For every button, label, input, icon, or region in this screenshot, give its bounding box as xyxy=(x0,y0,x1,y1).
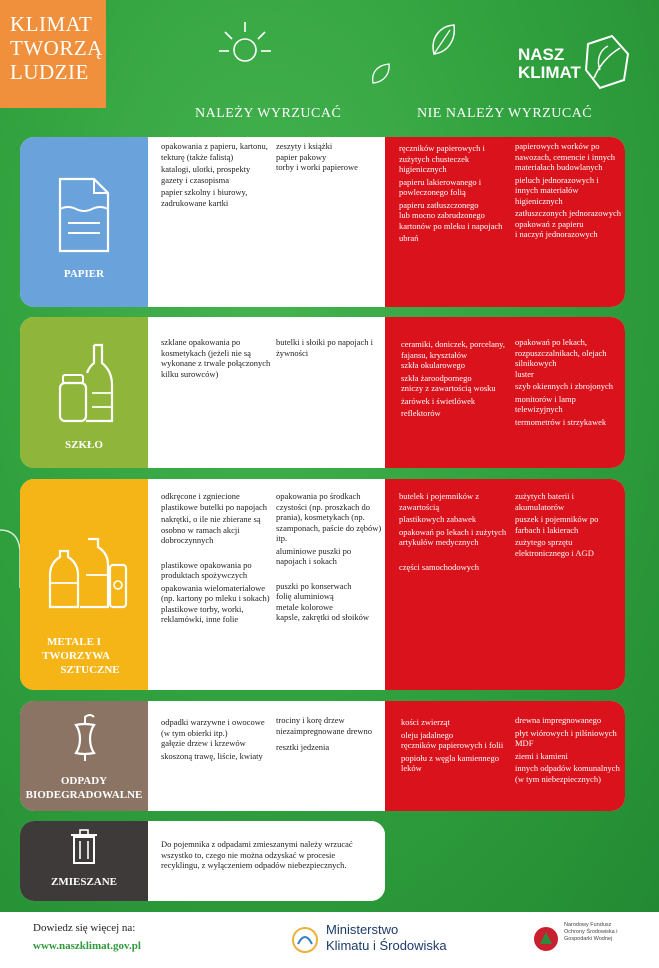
category-tile-glass xyxy=(20,317,148,468)
category-label: BIODEGRADOWALNE xyxy=(25,789,143,801)
leaf-doodle-icon xyxy=(428,22,458,58)
forbidden-panel xyxy=(385,701,625,811)
website-link[interactable]: www.naszklimat.gov.pl xyxy=(33,940,141,952)
category-label: ZMIESZANE xyxy=(50,876,118,888)
allowed-list-col2 xyxy=(276,141,381,173)
list-item: papierowych worków po nawozach, cemencie i innych materiałach budowlanych xyxy=(515,141,616,172)
allowed-panel xyxy=(148,701,385,811)
list-item: resztki jedzenia xyxy=(276,742,330,752)
allowed-panel xyxy=(148,479,385,690)
small-leaf-doodle-icon xyxy=(370,62,392,86)
list-item: papieru zatłuszczonego xyxy=(399,199,479,210)
list-item: termometrów i strzykawek xyxy=(515,416,607,427)
list-item: aluminiowe puszki po napojach i sokach xyxy=(276,545,352,566)
allowed-panel xyxy=(148,317,385,468)
category-label: SZTUCZNE xyxy=(60,664,120,676)
title-line: TWORZĄ xyxy=(10,36,103,60)
paper-document-icon xyxy=(54,175,114,255)
allowed-list-col2 xyxy=(276,491,382,625)
logo-line2: KLIMAT xyxy=(518,63,581,82)
forbidden-list-col1 xyxy=(401,339,509,421)
allowed-panel xyxy=(148,137,385,307)
list-item: drewna impregnowanego xyxy=(515,715,602,725)
title-line: LUDZIE xyxy=(10,60,89,84)
list-item: opakowań po lekach i zużytych artykułów medycznych xyxy=(399,526,507,547)
list-item: plastikowe opakowania po produktach spożywczych xyxy=(161,559,252,580)
apple-core-icon xyxy=(68,713,102,763)
list-item: popiołu z węgla kamiennego xyxy=(401,752,499,763)
category-label: ODPADY xyxy=(60,775,108,787)
list-item: lub mocno zabrudzonego xyxy=(399,210,485,220)
allowed-list-col2 xyxy=(276,337,376,360)
forbidden-panel xyxy=(385,137,625,307)
forbidden-list-col1 xyxy=(401,717,505,776)
list-item: ręczników papierowych i zużytych chusteczek higienicznych xyxy=(399,143,485,174)
list-item: odkręcone i zgniecione plastikowe butelki po napojach xyxy=(161,491,267,512)
list-item: szyb okiennych i zbrojonych xyxy=(515,381,613,391)
category-label: METALE I xyxy=(47,636,101,648)
logo-line1: NASZ xyxy=(518,45,565,64)
list-item: opakowań po lekach, rozpuszczalnikach, olejach silnikowych xyxy=(515,337,607,368)
list-item: szkła żaroodpornego xyxy=(401,372,472,383)
list-item: kapsle, zakrętki od słoików xyxy=(276,612,370,622)
forbidden-list-col1 xyxy=(399,491,509,574)
list-item: ceramiki, doniczek, porcelany, fajansu, kryształów xyxy=(401,339,505,360)
list-item: gałęzie drzew i krzewów xyxy=(161,738,246,748)
list-item: puszek i pojemników po farbach i lakierach xyxy=(515,514,599,535)
list-item: pieluch jednorazowych i innych materiałów higienicznych xyxy=(515,174,599,206)
column-header-allowed: NALEŻY WYRZUCAĆ xyxy=(195,106,342,121)
allowed-list-col1 xyxy=(161,337,273,381)
allowed-list-col1 xyxy=(161,141,271,210)
category-tile-paper xyxy=(20,137,148,307)
category-row-glass xyxy=(20,317,625,468)
footer xyxy=(0,912,659,968)
list-item: opakowania z papieru, kartonu, tekturę (także falistą) xyxy=(161,141,268,162)
list-item: odpadki warzywne i owocowe (w tym obierki itp.) xyxy=(161,717,265,738)
campaign-title-box xyxy=(0,0,106,108)
list-item: butelki i słoiki po napojach i żywności xyxy=(276,337,374,358)
list-item: plastikowych zabawek xyxy=(399,514,477,524)
category-tile-mixed xyxy=(20,821,148,901)
ministry-emblem-icon xyxy=(290,924,320,956)
list-item: leków xyxy=(401,763,422,773)
ministry-name-line1: Ministerstwo xyxy=(326,922,399,937)
allowed-list-col1 xyxy=(161,491,273,627)
list-item: monitorów i lamp telewizyjnych xyxy=(515,393,576,414)
list-item: szklane opakowania po kosmetykach (jeżeli nie są wykonane z trwale połączonych kilku surowców) xyxy=(161,337,271,379)
nasz-klimat-logo xyxy=(518,34,638,94)
list-item: ręczników papierowych i folii xyxy=(401,740,504,750)
plastic-bottles-icon xyxy=(46,535,130,609)
list-item: luster xyxy=(515,368,534,379)
ministry-name-line2: Klimatu i Środowiska xyxy=(326,938,447,953)
forbidden-list-col2 xyxy=(515,715,623,786)
more-info-text: Dowiedz się więcej na: xyxy=(33,922,136,934)
category-row-biodegradable xyxy=(20,701,625,811)
category-row-mixed xyxy=(20,821,385,901)
list-item: szkła okularowego xyxy=(401,360,465,370)
list-item: skoszoną trawę, liście, kwiaty xyxy=(161,750,263,761)
list-item: kości zwierząt xyxy=(401,717,450,727)
list-item: opakowania wielomateriałowe (np. kartony po mleku i sokach) xyxy=(161,582,270,603)
list-item: torby i worki papierowe xyxy=(276,162,358,172)
list-item: oleju jadalnego xyxy=(401,729,454,740)
trash-bin-icon xyxy=(70,829,98,865)
glass-bottles-icon xyxy=(56,341,116,425)
list-item: zeszyty i książki xyxy=(276,141,333,151)
list-item: ziemi i kamieni xyxy=(515,750,568,761)
forbidden-list-col2 xyxy=(515,337,623,429)
forbidden-list-col2 xyxy=(515,491,623,560)
category-tile-biodegradable xyxy=(20,701,148,811)
title-line: KLIMAT xyxy=(10,12,93,36)
allowed-list-col2 xyxy=(276,715,376,755)
list-item: żarówek i świetlówek xyxy=(401,395,476,406)
list-item: i naczyń jednorazowych xyxy=(515,229,598,239)
category-label: PAPIER xyxy=(63,268,105,280)
list-item: zniczy z zawartością wosku xyxy=(401,383,496,393)
list-item: katalogi, ulotki, prospekty gazety i czasopisma xyxy=(161,164,251,185)
nfosigw-logo-icon xyxy=(532,924,560,954)
list-item: innych odpadów komunalnych (w tym niebezpiecznych) xyxy=(515,763,620,784)
allowed-panel xyxy=(148,821,385,901)
forbidden-list-col1 xyxy=(399,143,509,246)
list-item: kartonów po mleku i napojach xyxy=(399,220,503,231)
category-row-metal-plastic xyxy=(20,479,625,690)
list-item: butelek i pojemników z zawartością xyxy=(399,491,480,512)
list-item: zużytego sprzętu elektronicznego i AGD xyxy=(515,537,594,558)
mixed-description: Do pojemnika z odpadami zmieszanymi należy wrzucać wszystko to, czego nie można odzyskać w procesie recyklingu, z wyłączeniem odpadów niebezpiecznych. xyxy=(161,839,353,870)
category-tile-metal-plastic xyxy=(20,479,148,690)
forbidden-list-col2 xyxy=(515,141,623,242)
list-item: zatłuszczonych jednorazowych opakowań z papieru xyxy=(515,208,621,229)
list-item: zużytych baterii i akumulatorów xyxy=(515,491,575,512)
list-item: puszki po konserwach xyxy=(276,580,352,591)
list-item: papieru lakierowanego i powleczonego folią xyxy=(399,176,482,197)
column-header-forbidden: NIE NALEŻY WYRZUCAĆ xyxy=(417,106,593,121)
list-item: plastikowe torby, worki, reklamówki, inne folie xyxy=(161,603,244,624)
list-item: metale kolorowe xyxy=(276,601,333,612)
category-row-paper xyxy=(20,137,625,307)
list-item: płyt wiórowych i pilśniowych MDF xyxy=(515,727,617,748)
list-item: papier szkolny i biurowy, zadrukowane kartki xyxy=(161,187,248,208)
logo-leaf-icon xyxy=(580,34,632,92)
forbidden-panel xyxy=(385,479,625,690)
forbidden-panel xyxy=(385,317,625,468)
list-item: części samochodowych xyxy=(399,561,480,572)
list-item: opakowania po środkach czystości (np. proszkach do prania), kosmetykach (np. szamponach, paście do zębów) itp. xyxy=(276,491,382,543)
fund-name: Narodowy Fundusz Ochrony Środowiska i Gospodarki Wodnej xyxy=(564,922,618,942)
category-label: SZKŁO xyxy=(65,439,103,451)
list-item: trociny i korę drzew niezaimpregnowane drewno xyxy=(276,715,373,736)
list-item: ubrań xyxy=(399,233,419,243)
list-item: nakrętki, o ile nie zbierane są osobno w ramach akcji dobroczynnych xyxy=(161,514,261,545)
list-item: folię aluminiową xyxy=(276,591,334,601)
allowed-list-col1 xyxy=(161,717,273,763)
list-item: papier pakowy xyxy=(276,151,327,162)
category-label: TWORZYWA xyxy=(42,650,110,662)
sun-doodle-icon xyxy=(215,18,275,76)
list-item: reflektorów xyxy=(401,408,441,418)
